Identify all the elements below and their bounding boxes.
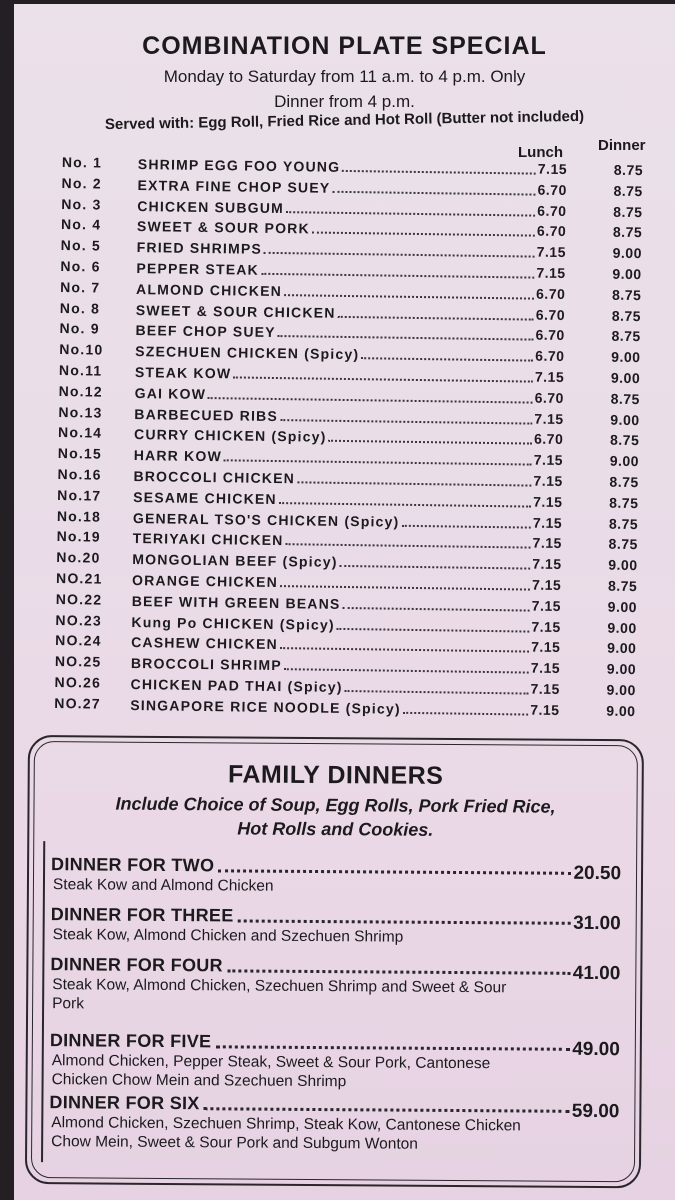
menu-item-lunch-price: 7.15	[532, 514, 563, 531]
menu-item-lunch-price: 7.15	[533, 472, 563, 489]
family-dinner-price: 59.00	[571, 1100, 620, 1123]
combo-menu-list	[54, 154, 662, 724]
menu-item-name: SESAME CHICKEN	[133, 488, 277, 507]
menu-item-lunch-price: 7.15	[531, 576, 562, 593]
menu-item-dinner-price: 9.00	[607, 639, 637, 657]
menu-item-dinner-price: 8.75	[611, 307, 642, 324]
dot-leader	[285, 532, 530, 549]
menu-item-number: No. 6	[60, 257, 101, 275]
menu-item-dinner-price: 9.00	[610, 411, 640, 428]
dot-leader	[345, 678, 529, 695]
menu-item-number: No.12	[58, 382, 103, 400]
dot-leader	[218, 857, 571, 874]
menu-item-lunch-price: 6.70	[535, 285, 566, 302]
dot-leader	[279, 490, 532, 508]
menu-item-name: BROCCOLI SHRIMP	[130, 655, 282, 674]
menu-item-lunch-price: 6.70	[534, 389, 565, 406]
menu-item-lunch-price: 7.15	[536, 264, 566, 282]
family-dinner-description: Steak Kow and Almond Chicken	[52, 876, 274, 895]
menu-item-dinner-price: 9.00	[612, 265, 642, 283]
menu-item-lunch-price: 7.15	[534, 368, 565, 386]
dot-leader	[337, 615, 530, 632]
menu-item-number: No.13	[58, 403, 103, 421]
menu-item-dinner-price: 9.00	[607, 619, 637, 636]
menu-item-name: SINGAPORE RICE NOODLE (Spicy)	[130, 696, 401, 717]
menu-item-number: No. 2	[61, 174, 102, 192]
family-dinner-description: Steak Kow, Almond Chicken and Szechuen Shrimp	[52, 926, 404, 946]
menu-item-dinner-price: 9.00	[611, 348, 641, 366]
menu-item-name: EXTRA FINE CHOP SUEY	[137, 176, 331, 196]
menu-item-name: GAI KOW	[134, 384, 207, 402]
combo-hours: Monday to Saturday from 11 a.m. to 4 p.m. Only	[163, 67, 526, 86]
menu-item-lunch-price: 6.70	[535, 347, 565, 365]
menu-item-number: NO.27	[54, 694, 101, 712]
menu-item-name: ALMOND CHICKEN	[136, 280, 283, 299]
menu-item-number: No.19	[56, 528, 101, 545]
menu-item-lunch-price: 7.15	[533, 493, 563, 510]
menu-item-lunch-price: 7.15	[532, 534, 562, 552]
family-dinner-description: Almond Chicken, Pepper Steak, Sweet & Sour Pork, Cantonese Chicken Chow Mein and Szechuen Shrimp	[51, 1052, 491, 1091]
family-dinner-item	[50, 1029, 620, 1093]
menu-item-name: STEAK KOW	[134, 364, 232, 382]
dot-leader	[403, 700, 529, 716]
menu-item-name: Kung Po CHICKEN (Spicy)	[131, 613, 335, 633]
menu-item-name: BROCCOLI CHICKEN	[133, 467, 296, 487]
family-dinner-description: Almond Chicken, Szechuen Shrimp, Steak Kow, Cantonese Chicken Chow Mein, Sweet & Sour Pork and Subgum Wonton	[51, 1114, 521, 1153]
menu-item-name: BEEF CHOP SUEY	[135, 322, 276, 341]
dot-leader	[284, 282, 534, 299]
menu-item-name: CHICKEN PAD THAI (Spicy)	[130, 675, 343, 695]
menu-item-number: No.20	[56, 549, 101, 566]
family-dinner-name: DINNER FOR SIX	[49, 1092, 200, 1114]
menu-item-name: BARBECUED RIBS	[134, 405, 279, 424]
menu-item-number: No. 4	[60, 216, 102, 233]
menu-item-dinner-price: 8.75	[611, 286, 642, 303]
menu-item-number: NO.24	[55, 632, 102, 649]
dot-leader	[286, 199, 535, 216]
menu-item-dinner-price: 9.00	[606, 681, 636, 698]
menu-item-dinner-price: 9.00	[610, 369, 641, 387]
menu-item-dinner-price: 8.75	[611, 328, 641, 345]
menu-item-number: No.15	[57, 445, 103, 462]
menu-item-lunch-price: 7.15	[533, 451, 564, 469]
menu-item-number: No. 8	[59, 299, 101, 317]
combo-title: COMBINATION PLATE SPECIAL	[142, 32, 547, 60]
menu-item-lunch-price: 6.70	[537, 202, 567, 219]
menu-item-name: SWEET & SOUR CHICKEN	[135, 301, 336, 321]
family-dinner-price: 31.00	[573, 912, 621, 935]
menu-item-name: SWEET & SOUR PORK	[136, 218, 310, 237]
menu-item-name: BEEF WITH GREEN BEANS	[131, 592, 341, 612]
menu-item-name: TERIYAKI CHICKEN	[132, 530, 284, 549]
menu-item-name: FRIED SHRIMPS	[136, 239, 263, 257]
dot-leader	[224, 447, 532, 465]
dot-leader	[342, 158, 536, 175]
family-dinner-name: DINNER FOR FOUR	[50, 954, 223, 976]
menu-item-dinner-price: 8.75	[613, 161, 644, 179]
menu-item-name: CURRY CHICKEN (Spicy)	[133, 426, 327, 446]
menu-item-dinner-price: 8.75	[608, 536, 638, 553]
menu-item-dinner-price: 8.75	[610, 390, 640, 407]
dot-leader	[215, 1033, 570, 1050]
dot-leader	[338, 303, 534, 320]
menu-item-dinner-price: 8.75	[609, 473, 639, 491]
menu-item-name: CHICKEN SUBGUM	[137, 197, 285, 216]
menu-item-number: NO.25	[54, 653, 102, 670]
dot-leader	[342, 595, 529, 612]
menu-item-dinner-price: 8.75	[612, 224, 643, 241]
menu-item-number: No. 3	[61, 195, 102, 213]
menu-item-lunch-price: 7.15	[536, 243, 567, 261]
dot-leader	[340, 553, 531, 570]
menu-item-lunch-price: 7.15	[537, 160, 568, 178]
family-dinner-name: DINNER FOR THREE	[50, 904, 234, 926]
family-dinner-description: Steak Kow, Almond Chicken, Szechuen Shrimp and Sweet & Sour Pork	[52, 976, 507, 1013]
dot-leader	[280, 635, 529, 652]
menu-item-dinner-price: 9.00	[609, 452, 640, 470]
menu-item-lunch-price: 7.15	[531, 597, 562, 614]
dinner-column-header: Dinner	[598, 137, 646, 154]
menu-item-name: CASHEW CHICKEN	[131, 634, 278, 653]
menu-item-name: HARR KOW	[133, 447, 223, 465]
dot-leader	[233, 364, 533, 382]
menu-item-lunch-price: 7.15	[532, 555, 562, 573]
dot-leader	[278, 323, 534, 341]
dot-leader	[280, 407, 533, 425]
menu-item-lunch-price: 6.70	[535, 306, 566, 323]
menu-item-lunch-price: 7.15	[530, 659, 561, 677]
dot-leader	[264, 240, 535, 258]
menu-item-lunch-price: 6.70	[536, 223, 567, 240]
family-note-line2: Hot Rolls and Cookies.	[237, 818, 434, 840]
menu-item-lunch-price: 7.15	[531, 618, 561, 635]
dot-leader	[297, 469, 532, 486]
menu-page	[14, 4, 675, 1200]
dot-leader	[227, 957, 571, 974]
dot-leader	[284, 656, 529, 673]
menu-item-number: No.18	[56, 507, 102, 525]
menu-item-name: ORANGE CHICKEN	[131, 571, 279, 590]
family-dinner-item	[51, 853, 621, 898]
menu-item-number: No.14	[58, 424, 103, 441]
menu-item-name: SZECHUEN CHICKEN (Spicy)	[135, 343, 360, 363]
dot-leader	[238, 907, 572, 924]
lunch-column-header: Lunch	[518, 144, 563, 161]
menu-item-number: NO.26	[54, 673, 102, 691]
family-dinner-item	[49, 1091, 619, 1155]
menu-item-dinner-price: 8.75	[607, 577, 638, 595]
menu-item-dinner-price: 9.00	[608, 556, 638, 574]
menu-item-lunch-price: 7.15	[534, 410, 564, 427]
menu-item-name-cell	[138, 155, 536, 178]
menu-item-dinner-price: 8.75	[613, 203, 643, 220]
menu-item-number: No. 7	[60, 278, 101, 296]
menu-item-number: No.16	[57, 465, 102, 483]
menu-item-dinner-price: 9.00	[607, 598, 638, 615]
menu-item-dinner-price: 8.75	[608, 515, 639, 532]
menu-item-name: SHRIMP EGG FOO YOUNG	[137, 156, 341, 175]
menu-item-lunch-price: 6.70	[535, 327, 565, 344]
menu-item-number: No.17	[57, 486, 102, 504]
menu-item-dinner-price: 9.00	[606, 702, 636, 719]
family-dinner-price: 41.00	[572, 962, 621, 985]
menu-item-number: No. 1	[61, 154, 103, 171]
menu-item-dinner-price: 8.75	[609, 432, 640, 449]
menu-item-number: No.10	[59, 341, 104, 358]
menu-item-dinner-price: 8.75	[609, 494, 639, 511]
dot-leader	[361, 345, 533, 361]
menu-item-name: GENERAL TSO'S CHICKEN (Spicy)	[132, 509, 400, 530]
menu-item-name: MONGOLIAN BEEF (Spicy)	[132, 551, 338, 571]
menu-item-dinner-price: 9.00	[606, 660, 637, 678]
dot-leader	[204, 1095, 570, 1113]
dot-leader	[280, 573, 530, 590]
family-dinner-name: DINNER FOR FIVE	[49, 1030, 212, 1052]
menu-item-number: No. 9	[59, 320, 100, 337]
dot-leader	[312, 220, 535, 237]
menu-item-dinner-price: 9.00	[612, 244, 643, 262]
family-note-line1: Include Choice of Soup, Egg Rolls, Pork Fried Rice,	[115, 793, 556, 817]
family-dinners-box	[25, 735, 644, 1188]
dot-leader	[401, 512, 531, 528]
dot-leader	[328, 428, 532, 445]
menu-item-number: NO.21	[55, 569, 103, 587]
combo-dinner-from: Dinner from 4 p.m.	[274, 92, 415, 111]
menu-item-number: No.11	[58, 361, 103, 379]
family-dinner-item	[51, 903, 621, 948]
family-dinner-price: 49.00	[572, 1038, 620, 1061]
family-dinner-price: 20.50	[573, 862, 622, 885]
menu-item-number: NO.23	[55, 611, 103, 629]
menu-item-lunch-price: 7.15	[531, 638, 561, 656]
menu-item-number: No. 5	[60, 237, 102, 254]
menu-item-lunch-price: 7.15	[530, 680, 560, 697]
menu-item-number: NO.22	[55, 590, 103, 608]
menu-item-lunch-price: 6.70	[537, 181, 567, 198]
menu-item-dinner-price: 8.75	[613, 182, 643, 199]
menu-item-lunch-price: 6.70	[533, 430, 564, 448]
family-dinner-item	[50, 953, 620, 1017]
combo-served-with: Served with: Egg Roll, Fried Rice and Hot Roll (Butter not included)	[104, 107, 585, 134]
dot-leader	[261, 261, 535, 279]
family-title: FAMILY DINNERS	[227, 760, 444, 790]
menu-item-name: PEPPER STEAK	[136, 260, 260, 278]
family-dinner-name: DINNER FOR TWO	[51, 854, 215, 876]
dot-leader	[332, 179, 535, 196]
menu-item-lunch-price: 7.15	[530, 701, 560, 718]
